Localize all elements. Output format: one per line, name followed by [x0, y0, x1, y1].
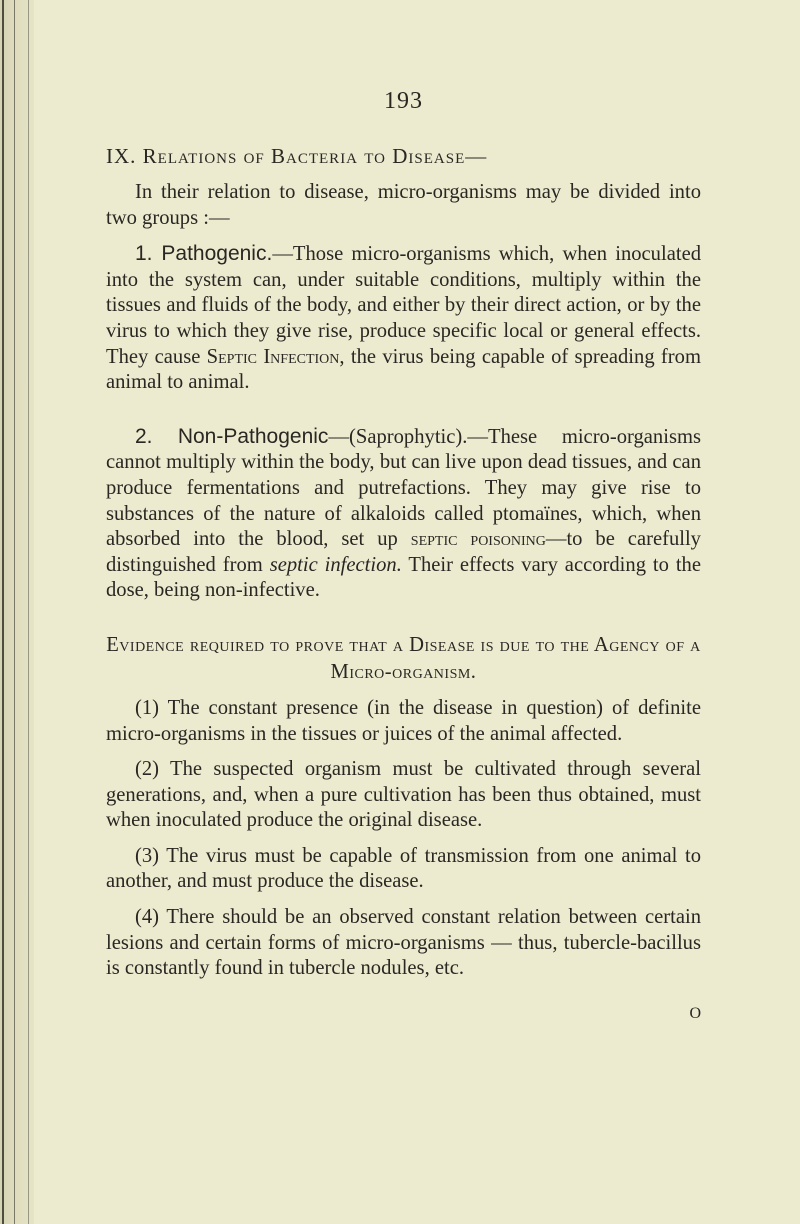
signature-mark: O: [689, 1005, 701, 1022]
group-text: , the virus being capable of spreading from animal to animal.: [106, 345, 701, 394]
evidence-item: (4) There should be an observed constant relation between certain lesions and certain forms of micro-organisms — thus, tubercle-bacillus is constantly found in tubercle nodules, etc.: [106, 906, 701, 980]
group-text: —Those micro-organisms which, when inoculated into the system can, under suitable conditions, multiply within the tissues and fluids of the body, and either by their direct action, or by the virus to which they give rise, produce specific local or general effects. They cause: [106, 243, 702, 368]
group-italic: septic infection.: [269, 553, 402, 576]
spine-line: [14, 0, 15, 1224]
spine-line: [2, 0, 4, 1224]
section-heading: [106, 144, 706, 169]
group-emphasis: septic poisoning: [410, 528, 546, 551]
evidence-heading: Evidence required to prove that a Disease is due to the Agency of a Micro-organism.: [106, 633, 701, 683]
section-title: Relations of Bacteria to Disease—: [142, 144, 488, 168]
group-text: —(Saprophytic).—These micro-organisms cannot multiply within the body, but can live upon dead tissues, and can produce fermentations and putrefactions. They may give rise to substances of the nature of alkaloids called ptomaïnes, which, when absorbed into the blood, set up: [106, 425, 701, 551]
paragraph-gap: [106, 406, 701, 424]
evidence-item: (2) The suspected organism must be cultivated through several generations, and, when a pure cultivation has been thus obtained, must when inoculated produce the original disease.: [106, 758, 701, 832]
intro-paragraph: In their relation to disease, micro-organisms may be divided into two groups :—: [106, 181, 701, 229]
evidence-item: (1) The constant presence (in the disease in question) of definite micro-organisms in the tissues or juices of the animal affected.: [106, 696, 701, 745]
group-emphasis: Septic Infection: [206, 345, 340, 368]
group-pathogenic: [106, 241, 701, 396]
group-label: 1. Pathogenic.: [135, 242, 273, 266]
book-spine: [0, 0, 34, 1224]
section-number: IX.: [106, 144, 137, 168]
group-text: Their effects vary according to the dose, being non-infective.: [106, 553, 701, 602]
group-text: —to be carefully distinguished from: [106, 528, 701, 576]
evidence-item: (3) The virus must be capable of transmission from one animal to another, and must produce the disease.: [106, 844, 701, 893]
group-label: 2. Non-Pathogenic: [135, 424, 329, 448]
page-number: 193: [384, 88, 423, 114]
paragraph-gap: [106, 614, 701, 632]
page-body: [106, 180, 701, 992]
group-non-pathogenic: [106, 424, 701, 604]
spine-line: [28, 0, 29, 1224]
